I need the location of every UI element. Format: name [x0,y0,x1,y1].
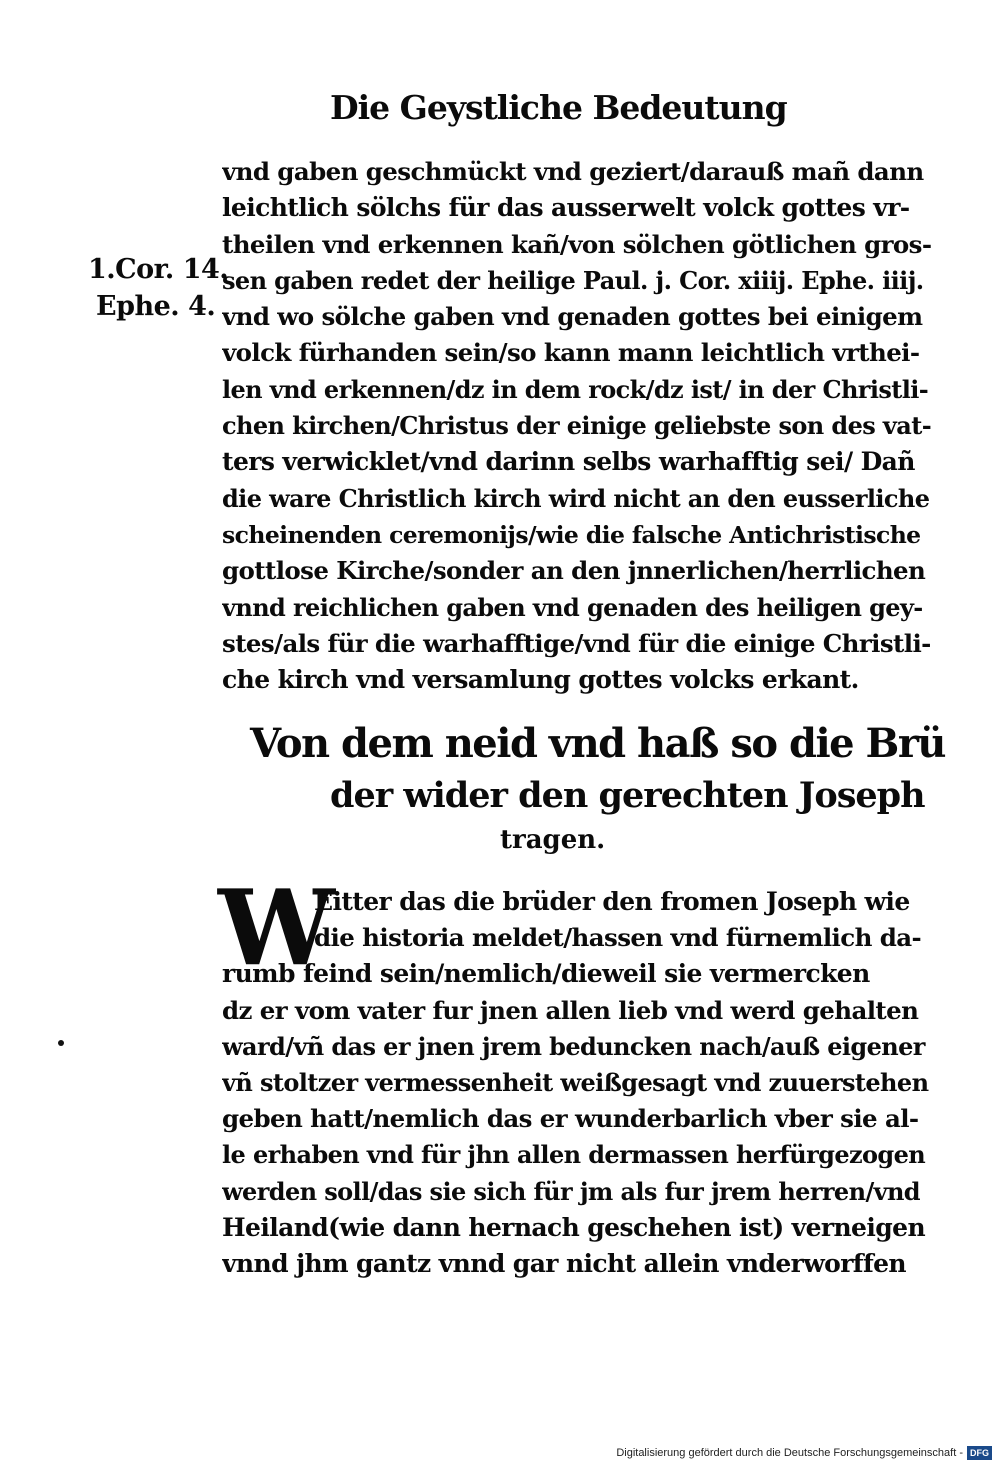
text-line: geben hatt/nemlich das er wunderbarlich vber sie al- [222,1104,919,1134]
text-line: vnd gaben geschmückt vnd geziert/darauß mañ dann [222,157,924,186]
text-line: stes/als für die warhafftige/vnd für die einige Christli- [222,628,931,658]
paragraph-1 [222,154,932,698]
text-line: Eitter das die brüder den fromen Joseph wie [314,887,910,916]
text-line: die ware Christlich kirch wird nicht an den eusserliche [222,483,930,513]
text-line: volck fürhanden sein/so kann mann leichtlich vrthei- [222,338,920,368]
text-line: gottlose Kirche/sonder an den jnnerlichen/herrlichen [222,556,926,586]
paragraph-2 [222,884,932,1282]
text-line: vnnd reichlichen gaben vnd genaden des heiligen gey- [222,592,923,622]
margin-note-ephe: Ephe. 4. [96,291,216,322]
text-line: Heiland(wie dann hernach geschehen ist) verneigen [222,1212,926,1242]
footer-credit: Digitalisierung gefördert durch die Deutsche Forschungsgemeinschaft - [616,1447,963,1459]
text-line: vnnd jhm gantz vnnd gar nicht allein vnderworffen [222,1248,906,1278]
margin-note-cor: 1.Cor. 14. [88,254,229,285]
ink-speck [58,1040,64,1046]
drop-cap-initial: W [218,866,329,989]
text-line: scheinenden ceremonijs/wie die falsche Antichristische [222,520,921,549]
section-heading-line-1: Von dem neid vnd haß so die Brü [250,720,946,767]
section-heading-line-3: tragen. [500,825,606,855]
text-line: chen kirchen/Christus der einige geliebste son des vat- [222,411,932,441]
text-line: dz er vom vater fur jnen allen lieb vnd werd gehalten [222,995,919,1025]
text-line: rumb feind sein/nemlich/dieweil sie vermercken [222,959,870,989]
text-line: ters verwicklet/vnd darinn selbs warhafftig sei/ Dañ [222,447,915,477]
text-line: die historia meldet/hassen vnd fürnemlich da- [314,923,922,953]
text-line: sen gaben redet der heilige Paul. j. Cor. xiiij. Ephe. iiij. [222,265,924,295]
running-head: Die Geystliche Bedeutung [330,88,787,127]
digitization-footer [616,1445,992,1461]
text-line: le erhaben vnd für jhn allen dermassen herfürgezogen [222,1140,926,1170]
text-line: ward/vñ das er jnen jrem beduncken nach/auß eigener [222,1031,925,1061]
text-line: leichtlich sölchs für das ausserwelt volck gottes vr- [222,193,910,223]
text-line: werden soll/das sie sich für jm als fur jrem herren/vnd [222,1176,920,1206]
text-line: che kirch vnd versamlung gottes volcks erkant. [222,665,859,695]
text-line: vnd wo sölche gaben vnd genaden gottes bei einigem [222,302,923,332]
text-line: len vnd erkennen/dz in dem rock/dz ist/ in der Christli- [222,374,929,404]
text-line: vñ stoltzer vermessenheit weißgesagt vnd zuuerstehen [222,1067,929,1097]
text-line: theilen vnd erkennen kañ/von sölchen götlichen gros- [222,229,932,259]
section-heading-line-2: der wider den gerechten Joseph [330,775,925,816]
dfg-logo-icon: DFG [967,1446,992,1460]
